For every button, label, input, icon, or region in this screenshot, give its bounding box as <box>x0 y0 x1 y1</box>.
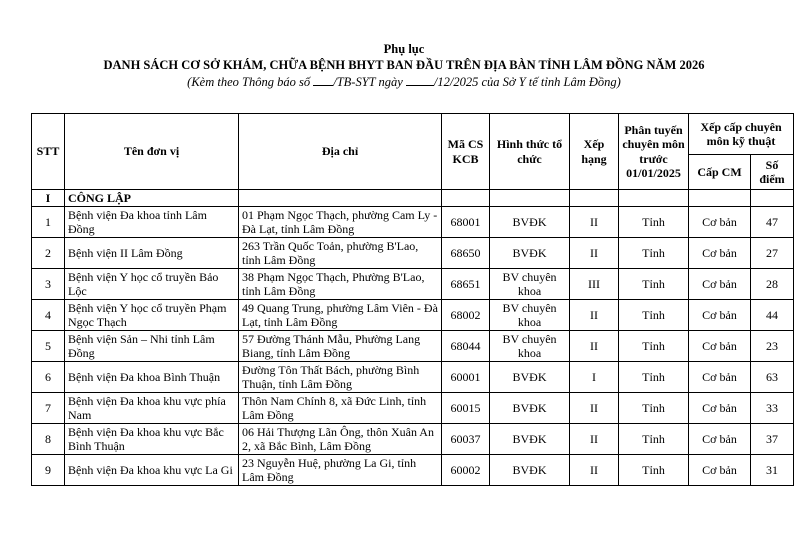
number-blank <box>313 73 333 86</box>
cell-rank: II <box>570 331 619 362</box>
cell-stt: 3 <box>32 269 65 300</box>
cell-code: 60001 <box>442 362 490 393</box>
cell-rank: II <box>570 455 619 486</box>
table-row <box>32 393 794 424</box>
facility-table <box>31 113 794 486</box>
cell-unit: Bệnh viện Đa khoa Bình Thuận <box>65 362 239 393</box>
cell-level: Tỉnh <box>619 331 689 362</box>
subtitle-part-1: (Kèm theo Thông báo số <box>187 75 311 89</box>
cell-rank: II <box>570 424 619 455</box>
cell-address: Thôn Nam Chính 8, xã Đức Linh, tỉnh Lâm Đồng <box>239 393 442 424</box>
cell-rank: II <box>570 393 619 424</box>
section-index: I <box>32 190 65 207</box>
cell-rank: II <box>570 207 619 238</box>
appendix-label: Phụ lục <box>383 42 425 56</box>
cell-stt: 4 <box>32 300 65 331</box>
cell-points: 28 <box>751 269 794 300</box>
table-row <box>32 331 794 362</box>
subtitle-part-2: /TB-SYT ngày <box>333 75 403 89</box>
cell-level: Tỉnh <box>619 238 689 269</box>
cell-form: BVĐK <box>490 424 570 455</box>
cell-code: 60015 <box>442 393 490 424</box>
document-title: DANH SÁCH CƠ SỞ KHÁM, CHỮA BỆNH BHYT BAN ĐẦU TRÊN ĐỊA BÀN TỈNH LÂM ĐỒNG NĂM 2026 <box>103 58 705 72</box>
cell-level: Tỉnh <box>619 207 689 238</box>
empty-cell <box>442 190 490 207</box>
table-row <box>32 455 794 486</box>
table-row <box>32 424 794 455</box>
header-unit: Tên đơn vị <box>65 114 239 190</box>
cell-points: 44 <box>751 300 794 331</box>
cell-tech-level: Cơ bản <box>689 238 751 269</box>
cell-points: 47 <box>751 207 794 238</box>
cell-rank: I <box>570 362 619 393</box>
cell-level: Tỉnh <box>619 424 689 455</box>
cell-points: 33 <box>751 393 794 424</box>
empty-cell <box>619 190 689 207</box>
cell-address: 06 Hải Thượng Lãn Ông, thôn Xuân An 2, xã Bắc Bình, Lâm Đồng <box>239 424 442 455</box>
cell-address: 57 Đường Thánh Mẫu, Phường Lang Biang, tỉnh Lâm Đồng <box>239 331 442 362</box>
cell-level: Tỉnh <box>619 362 689 393</box>
cell-address: Đường Tôn Thất Bách, phường Bình Thuận, tỉnh Lâm Đồng <box>239 362 442 393</box>
cell-stt: 1 <box>32 207 65 238</box>
cell-unit: Bệnh viện Đa khoa khu vực phía Nam <box>65 393 239 424</box>
cell-stt: 6 <box>32 362 65 393</box>
cell-form: BVĐK <box>490 207 570 238</box>
cell-level: Tỉnh <box>619 393 689 424</box>
cell-stt: 7 <box>32 393 65 424</box>
cell-address: 01 Phạm Ngọc Thạch, phường Cam Ly - Đà Lạt, tỉnh Lâm Đồng <box>239 207 442 238</box>
cell-tech-level: Cơ bản <box>689 331 751 362</box>
header-rank: Xếp hạng <box>570 114 619 190</box>
empty-cell <box>490 190 570 207</box>
cell-tech-level: Cơ bản <box>689 269 751 300</box>
cell-form: BVĐK <box>490 362 570 393</box>
cell-unit: Bệnh viện Đa khoa tỉnh Lâm Đồng <box>65 207 239 238</box>
cell-address: 23 Nguyễn Huệ, phường La Gi, tỉnh Lâm Đồng <box>239 455 442 486</box>
header-row <box>32 114 794 155</box>
cell-tech-level: Cơ bản <box>689 424 751 455</box>
cell-code: 68651 <box>442 269 490 300</box>
cell-points: 23 <box>751 331 794 362</box>
cell-code: 60002 <box>442 455 490 486</box>
cell-rank: II <box>570 300 619 331</box>
cell-unit: Bệnh viện Đa khoa khu vực Bắc Bình Thuận <box>65 424 239 455</box>
cell-address: 263 Trần Quốc Toản, phường B'Lao, tỉnh Lâm Đồng <box>239 238 442 269</box>
table-row <box>32 300 794 331</box>
cell-points: 63 <box>751 362 794 393</box>
header-tech-group: Xếp cấp chuyên môn kỹ thuật <box>689 114 794 155</box>
cell-rank: III <box>570 269 619 300</box>
cell-points: 37 <box>751 424 794 455</box>
day-blank <box>406 73 434 86</box>
cell-level: Tỉnh <box>619 455 689 486</box>
cell-unit: Bệnh viện Y học cổ truyền Bảo Lộc <box>65 269 239 300</box>
cell-form: BV chuyên khoa <box>490 331 570 362</box>
cell-level: Tỉnh <box>619 300 689 331</box>
cell-tech-level: Cơ bản <box>689 300 751 331</box>
cell-code: 68002 <box>442 300 490 331</box>
header-tech-level: Cấp CM <box>689 155 751 190</box>
header-address: Địa chỉ <box>239 114 442 190</box>
cell-code: 68650 <box>442 238 490 269</box>
cell-address: 49 Quang Trung, phường Lâm Viên - Đà Lạt, tỉnh Lâm Đồng <box>239 300 442 331</box>
empty-cell <box>239 190 442 207</box>
cell-unit: Bệnh viện Đa khoa khu vực La Gi <box>65 455 239 486</box>
section-name: CÔNG LẬP <box>65 190 239 207</box>
cell-address: 38 Phạm Ngọc Thạch, Phường B'Lao, tỉnh Lâm Đồng <box>239 269 442 300</box>
header-code: Mã CS KCB <box>442 114 490 190</box>
cell-form: BVĐK <box>490 393 570 424</box>
empty-cell <box>751 190 794 207</box>
header-points: Số điểm <box>751 155 794 190</box>
table-row <box>32 238 794 269</box>
cell-form: BVĐK <box>490 238 570 269</box>
subtitle-part-3: /12/2025 của Sở Y tế tỉnh Lâm Đồng) <box>433 75 621 89</box>
cell-points: 31 <box>751 455 794 486</box>
header-stt: STT <box>32 114 65 190</box>
cell-form: BV chuyên khoa <box>490 300 570 331</box>
table-row <box>32 207 794 238</box>
document-header <box>0 41 808 90</box>
cell-stt: 2 <box>32 238 65 269</box>
table-row <box>32 269 794 300</box>
document-subtitle <box>0 73 808 90</box>
header-form: Hình thức tổ chức <box>490 114 570 190</box>
cell-tech-level: Cơ bản <box>689 207 751 238</box>
cell-form: BV chuyên khoa <box>490 269 570 300</box>
cell-form: BVĐK <box>490 455 570 486</box>
cell-unit: Bệnh viện Y học cổ truyền Phạm Ngọc Thạch <box>65 300 239 331</box>
cell-stt: 9 <box>32 455 65 486</box>
header-level: Phân tuyến chuyên môn trước 01/01/2025 <box>619 114 689 190</box>
cell-unit: Bệnh viện Sản – Nhi tỉnh Lâm Đồng <box>65 331 239 362</box>
section-row <box>32 190 794 207</box>
cell-level: Tỉnh <box>619 269 689 300</box>
empty-cell <box>689 190 751 207</box>
cell-code: 68001 <box>442 207 490 238</box>
cell-stt: 8 <box>32 424 65 455</box>
cell-code: 68044 <box>442 331 490 362</box>
cell-code: 60037 <box>442 424 490 455</box>
cell-unit: Bệnh viện II Lâm Đồng <box>65 238 239 269</box>
cell-stt: 5 <box>32 331 65 362</box>
cell-rank: II <box>570 238 619 269</box>
cell-tech-level: Cơ bản <box>689 455 751 486</box>
table-row <box>32 362 794 393</box>
cell-tech-level: Cơ bản <box>689 362 751 393</box>
cell-tech-level: Cơ bản <box>689 393 751 424</box>
empty-cell <box>570 190 619 207</box>
cell-points: 27 <box>751 238 794 269</box>
